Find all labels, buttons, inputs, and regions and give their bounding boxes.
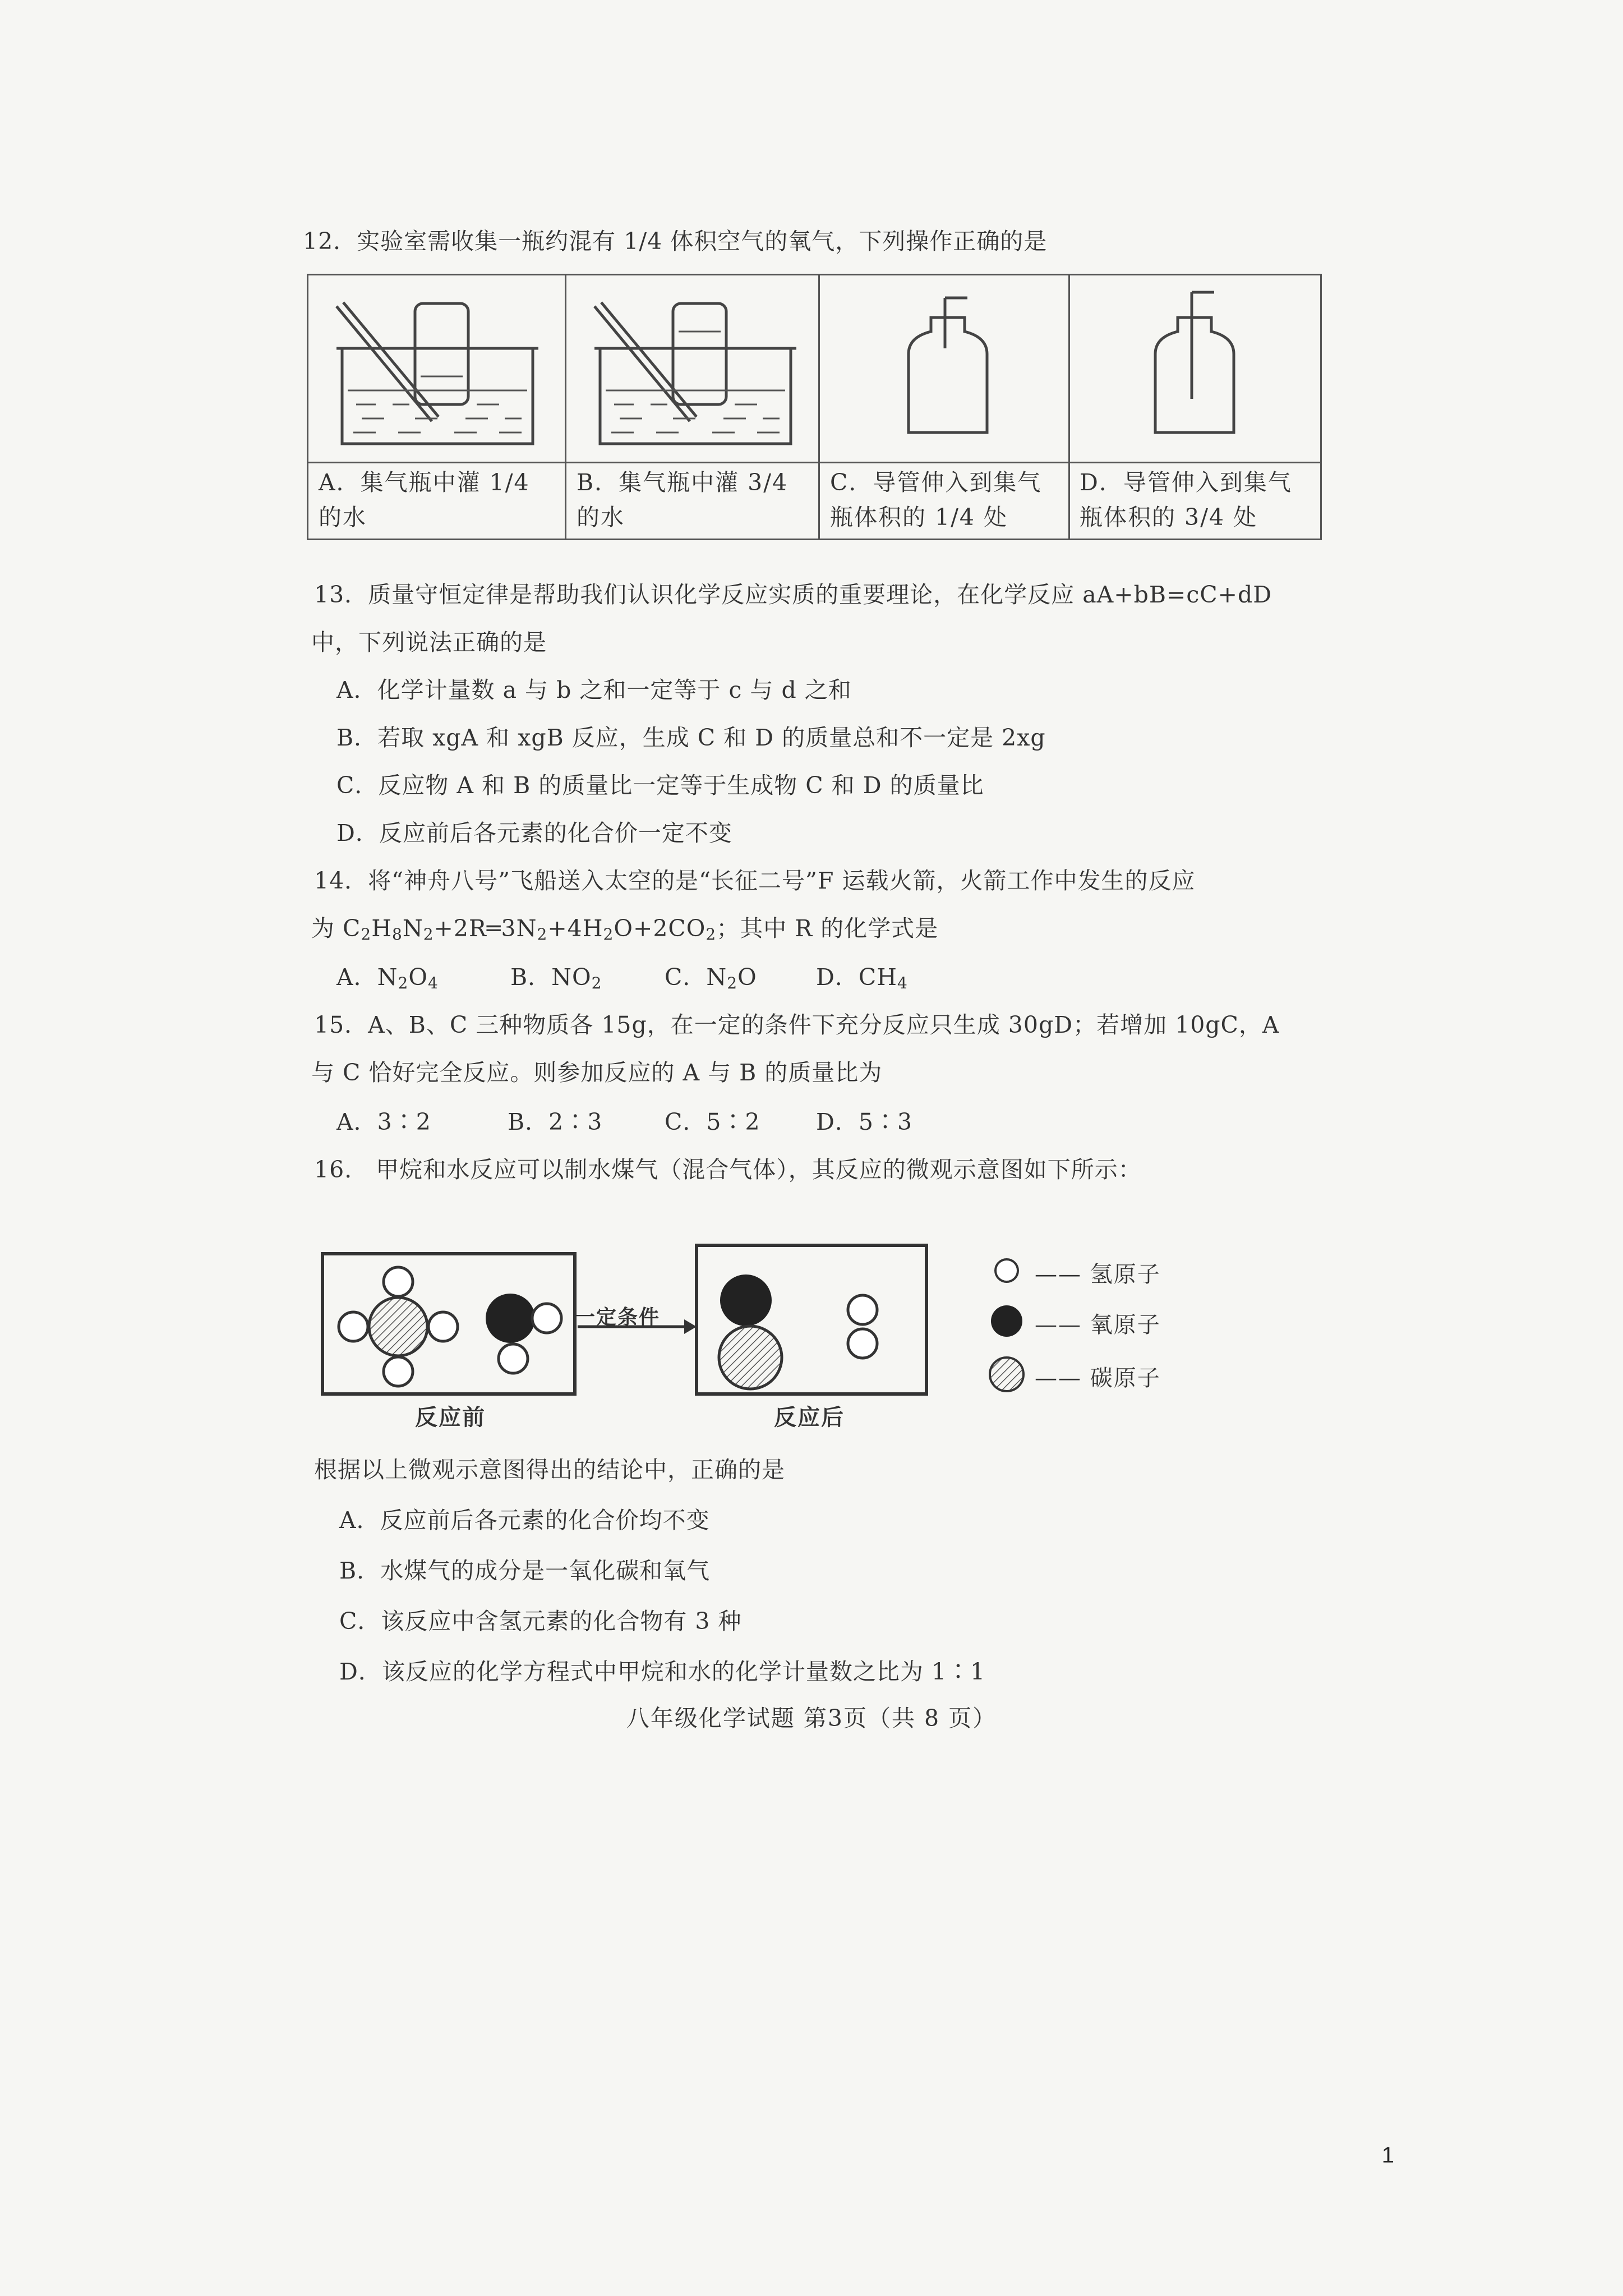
carbon-atom-icon (369, 1297, 427, 1356)
q12-option-a: A．集气瓶中灌 1/4 的水 (319, 469, 530, 531)
q14-option-a: A．$N_2O_4$ (336, 964, 439, 992)
q13-option-c: C．反应物 A 和 B 的质量比一定等于生成物 C 和 D 的质量比 (336, 772, 984, 799)
page-number: 1 (1381, 2143, 1394, 2168)
q16-option-b: B．水煤气的成分是一氧化碳和氧气 (339, 1557, 711, 1584)
hydrogen-atom-icon (384, 1357, 413, 1386)
q13-option-b: B．若取 xgA 和 xgB 反应，生成 C 和 D 的质量总和不一定是 2xg (336, 724, 1046, 751)
q13-stem-line1: 13．质量守恒定律是帮助我们认识化学反应实质的重要理论，在化学反应 aA+bB=cC+dD (314, 581, 1272, 608)
after-label: 反应后 (774, 1404, 845, 1430)
q15-stem-line2: 与 C 恰好完全反应。则参加反应的 A 与 B 的质量比为 (311, 1059, 883, 1086)
q12-option-b: B．集气瓶中灌 3/4 的水 (577, 469, 789, 531)
q16-option-c: C．该反应中含氢元素的化合物有 3 种 (339, 1608, 742, 1635)
hydrogen-atom-icon (848, 1329, 877, 1358)
legend-oxygen: —— 氧原子 (1035, 1312, 1161, 1338)
q16-option-a: A．反应前后各元素的化合价均不变 (339, 1507, 710, 1534)
hydrogen-atom-icon (384, 1267, 413, 1296)
oxygen-atom-icon (721, 1276, 771, 1325)
legend-carbon: —— 碳原子 (1035, 1365, 1161, 1391)
q13-option-a: A．化学计量数 a 与 b 之和一定等于 c 与 d 之和 (336, 677, 852, 703)
carbon-legend-icon (990, 1358, 1023, 1391)
hydrogen-atom-icon (428, 1312, 458, 1341)
q14-stem-line1: 14．将“神舟八号”飞船送入太空的是“长征二号”F 运载火箭，火箭工作中发生的反应 (314, 867, 1196, 894)
q13-stem-line2: 中，下列说法正确的是 (311, 629, 547, 656)
gas-bottle-c-icon (892, 292, 1004, 444)
hydrogen-atom-icon (848, 1295, 877, 1324)
q14-stem-line2: 为 $C_2H_8N_2+2R═3N_2+4H_2O+2CO_2$；其中 R 的化学式是 (311, 915, 939, 944)
gas-bottle-d-icon (1138, 287, 1251, 444)
q12-options-table (307, 274, 1322, 540)
before-label: 反应前 (415, 1404, 486, 1430)
hydrogen-atom-icon (339, 1312, 368, 1341)
trough-bottle-b-icon (589, 292, 802, 455)
q15-option-d: D．5∶3 (816, 1108, 913, 1135)
page-footer: 八年级化学试题 第3页（共 8 页） (626, 1705, 997, 1732)
hydrogen-atom-icon (532, 1304, 561, 1333)
oxygen-legend-icon (991, 1305, 1022, 1337)
legend-icons (987, 1254, 1026, 1411)
q15-option-a: A．3∶2 (336, 1108, 431, 1135)
q14-option-c: C．$N_2O$ (665, 964, 757, 992)
arrow-label: 一定条件 (575, 1305, 661, 1329)
trough-bottle-a-icon (331, 292, 544, 455)
q15-stem-line1: 15．A、B、C 三种物质各 15g，在一定的条件下充分反应只生成 30gD；若增加 10gC，A (314, 1011, 1280, 1038)
q14-option-b: B．$NO_2$ (510, 964, 602, 992)
hydrogen-atom-icon (499, 1344, 528, 1373)
oxygen-atom-icon (487, 1295, 534, 1342)
hydrogen-legend-icon (995, 1259, 1018, 1282)
q14-option-d: D．$CH_4$ (816, 964, 908, 992)
q13-option-d: D．反应前后各元素的化合价一定不变 (336, 820, 732, 846)
q16-stem: 16. 甲烷和水反应可以制水煤气（混合气体），其反应的微观示意图如下所示： (314, 1156, 1142, 1183)
q15-option-c: C．5∶2 (665, 1108, 760, 1135)
q12-option-d: D．导管伸入到集气瓶体积的 3/4 处 (1080, 469, 1292, 531)
q15-option-b: B．2∶3 (508, 1108, 603, 1135)
q12-option-c: C．导管伸入到集气瓶体积的 1/4 处 (830, 469, 1042, 531)
q12-stem: 12．实验室需收集一瓶约混有 1/4 体积空气的氧气，下列操作正确的是 (303, 228, 1048, 255)
carbon-atom-icon (719, 1326, 782, 1389)
q16-conclusion: 根据以上微观示意图得出的结论中，正确的是 (314, 1456, 785, 1483)
q16-option-d: D．该反应的化学方程式中甲烷和水的化学计量数之比为 1∶1 (339, 1658, 986, 1685)
legend-hydrogen: —— 氢原子 (1035, 1262, 1161, 1287)
